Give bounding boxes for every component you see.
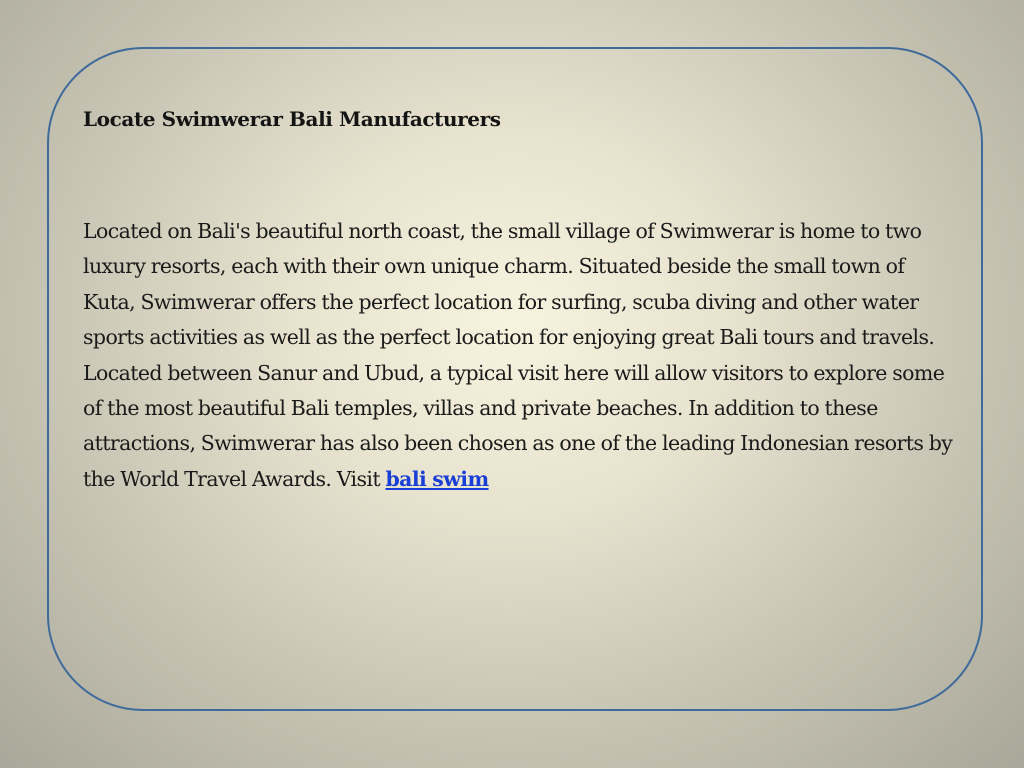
body-text: Located on Bali's beautiful north coast, the small village of Swimwerar is home to two luxury resorts, each with their own unique charm. Situated beside the small town of Kuta, Swimwerar offers the perfect location for surfing, scuba diving and other water sports activities as well as the perfect location for enjoying great Bali tours and travels. Located between Sanur and Ubud, a typical visit here will allow visitors to explore some of the most beautiful Bali temples, villas and private beaches. In addition to these attractions, Swimwerar has also been chosen as one of the leading Indonesian resorts by the World Travel Awards. Visit	[83, 219, 953, 491]
bali-swim-link[interactable]: bali swim	[385, 466, 489, 491]
slide-body	[83, 214, 955, 497]
slide-title: Locate Swimwerar Bali Manufacturers	[83, 107, 501, 131]
